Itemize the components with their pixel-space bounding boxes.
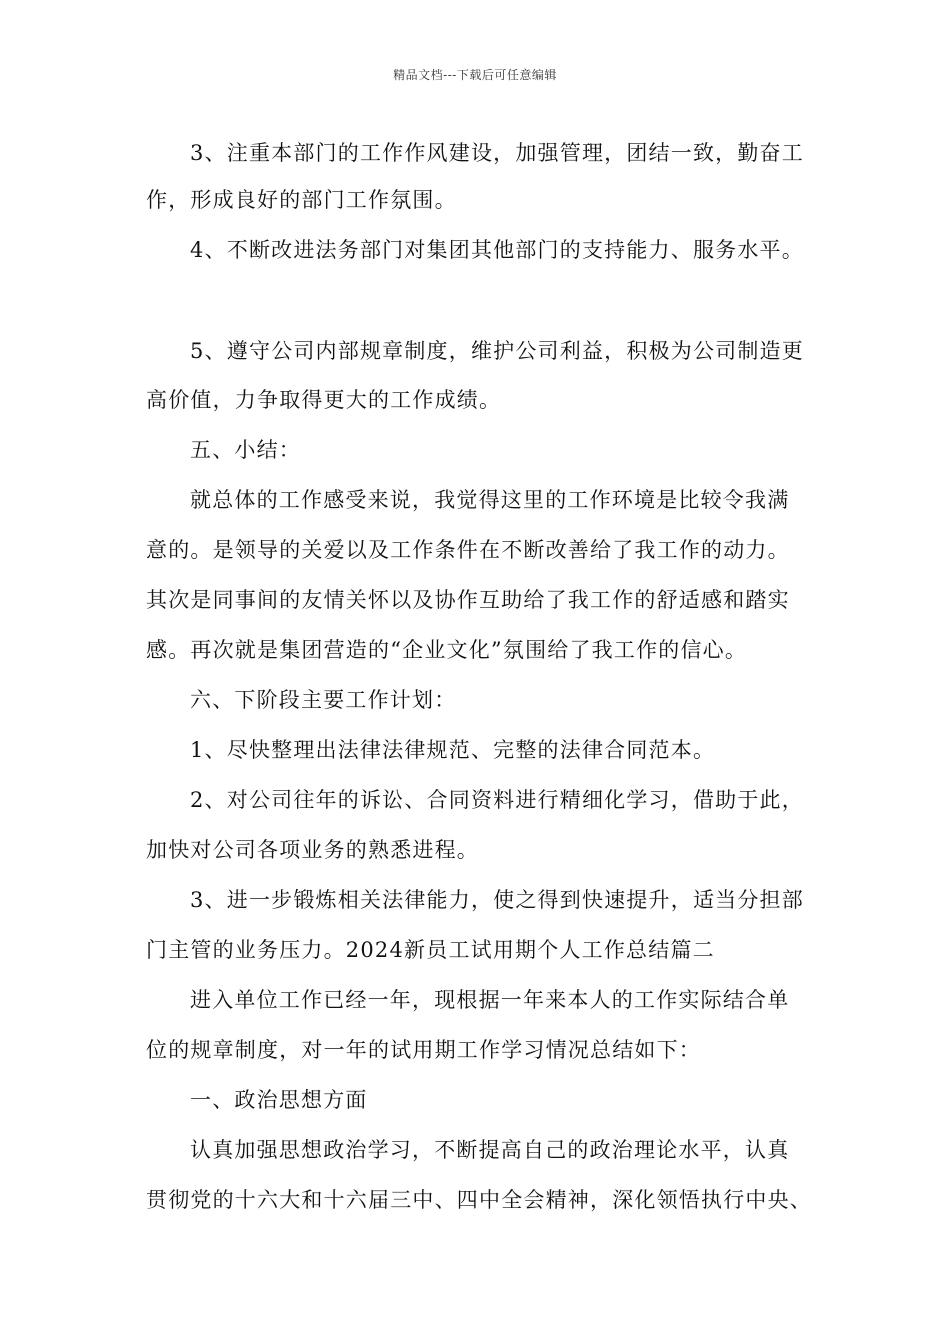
section-heading: 一、政治思想方面 bbox=[190, 1088, 368, 1112]
paragraph-line: 5、遵守公司内部规章制度，维护公司利益，积极为公司制造更 bbox=[190, 339, 804, 363]
paragraph-line: 作，形成良好的部门工作氛围。 bbox=[146, 188, 457, 212]
paragraph-line: 加快对公司各项业务的熟悉进程。 bbox=[146, 838, 479, 862]
paragraph-line: 3、进一步锻炼相关法律能力，使之得到快速提升，适当分担部 bbox=[190, 888, 804, 912]
paragraph-line: 进入单位工作已经一年，现根据一年来本人的工作实际结合单 bbox=[190, 988, 790, 1012]
paragraph-line: 意的。是领导的关爱以及工作条件在不断改善给了我工作的动力。 bbox=[146, 538, 790, 562]
paragraph-line: 1、尽快整理出法律法律规范、完整的法律合同范本。 bbox=[190, 738, 716, 762]
section-heading: 六、下阶段主要工作计划： bbox=[190, 688, 457, 712]
paragraph-line: 位的规章制度，对一年的试用期工作学习情况总结如下： bbox=[146, 1038, 701, 1062]
paragraph-line: 认真加强思想政治学习，不断提高自己的政治理论水平，认真 bbox=[190, 1138, 790, 1162]
page-header: 精品文档---下载后可任意编辑 bbox=[393, 68, 557, 82]
paragraph-line: 高价值，力争取得更大的工作成绩。 bbox=[146, 388, 502, 412]
paragraph-line: 就总体的工作感受来说，我觉得这里的工作环境是比较令我满 bbox=[190, 488, 790, 512]
section-heading: 五、小结： bbox=[190, 438, 301, 462]
paragraph-line: 4、不断改进法务部门对集团其他部门的支持能力、服务水平。 bbox=[190, 238, 804, 262]
paragraph-line: 贯彻党的十六大和十六届三中、四中全会精神，深化领悟执行中央、 bbox=[146, 1188, 812, 1212]
paragraph-line: 3、注重本部门的工作作风建设，加强管理，团结一致，勤奋工 bbox=[190, 141, 804, 165]
paragraph-line: 感。再次就是集团营造的“企业文化”氛围给了我工作的信心。 bbox=[146, 638, 748, 662]
paragraph-line: 2、对公司往年的诉讼、合同资料进行精细化学习，借助于此， bbox=[190, 788, 804, 812]
paragraph-line: 其次是同事间的友情关怀以及协作互助给了我工作的舒适感和踏实 bbox=[146, 588, 790, 612]
paragraph-line: 门主管的业务压力。2024新员工试用期个人工作总结篇二 bbox=[146, 938, 715, 962]
